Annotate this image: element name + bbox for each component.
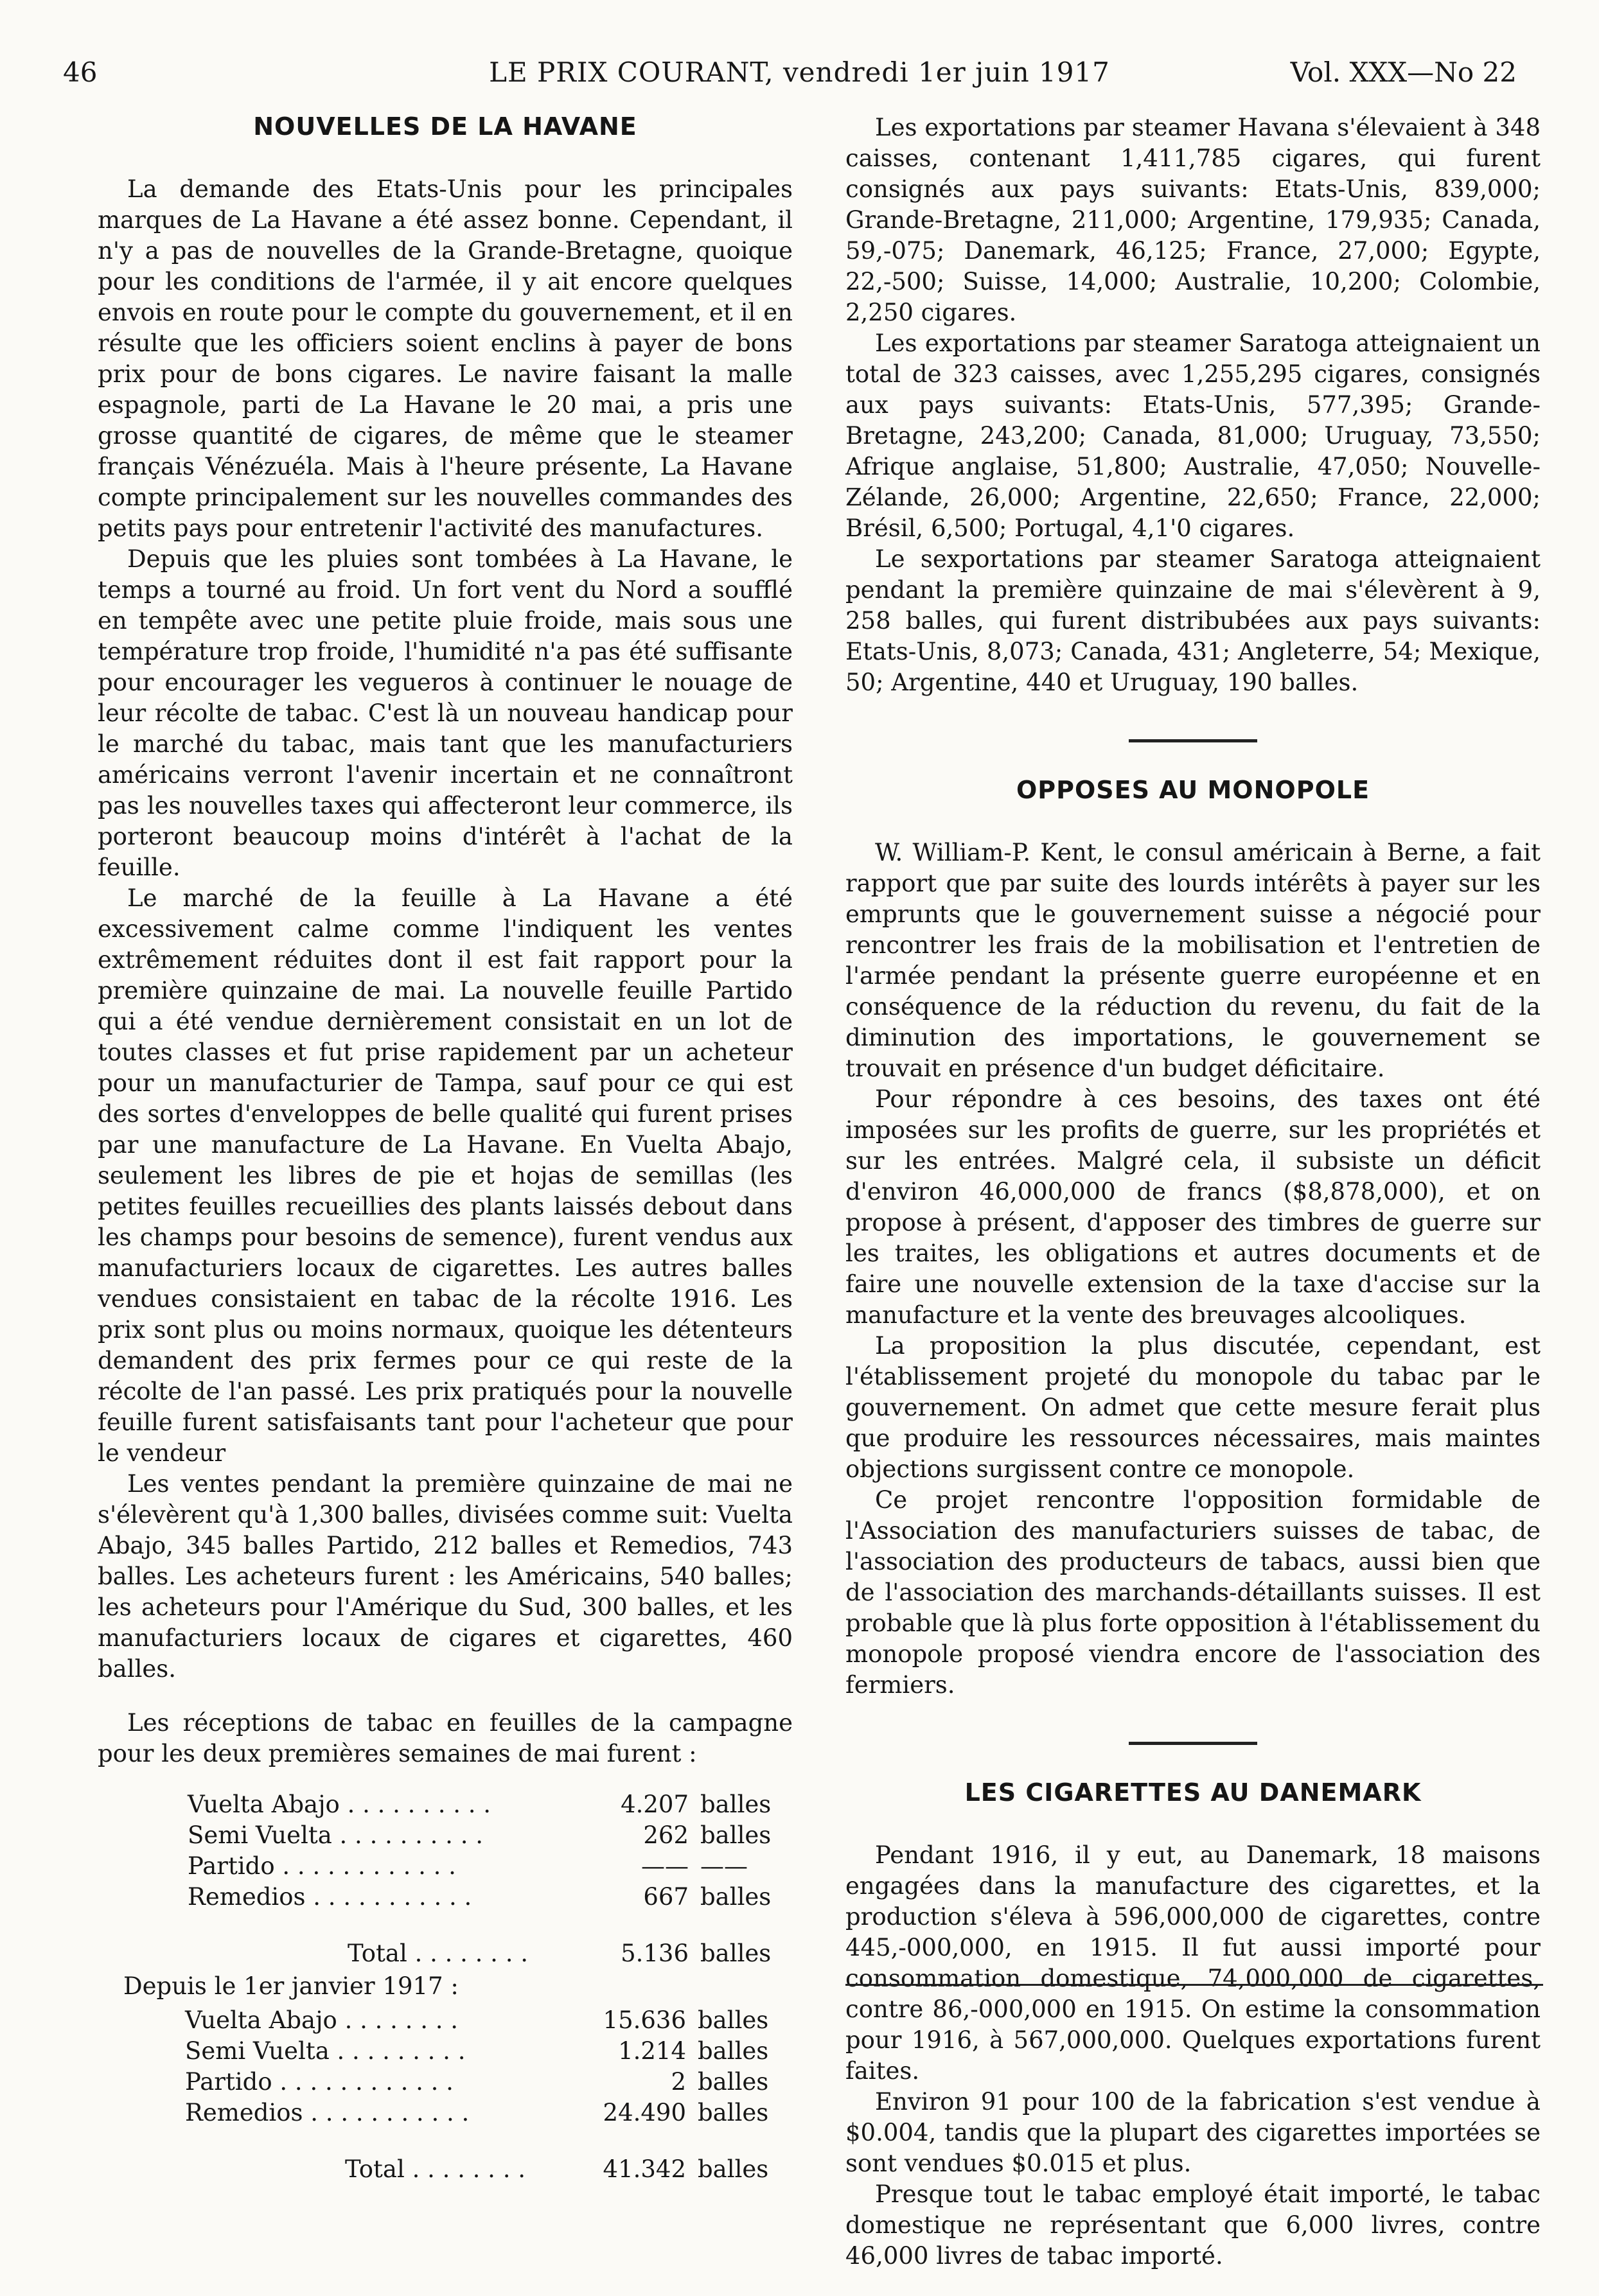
total-unit: balles [700, 1939, 772, 1967]
row-value: 24.490 [603, 2098, 686, 2126]
paragraph: La demande des Etats-Unis pour les principales marques de La Havane a été assez bonne. Cependant, il n'y a pas de nouvelles de la Grande-Bretagne, quoique pour les conditions de l'armée, il y ait encore quelques envois en route pour le compte du gouvernement, et il en résulte que les officiers soient enclins à payer de bons prix pour de bons cigares. Le navire faisant la malle espagnole, parti de La Havane le 20 mai, a pris une grosse quantité de cigares, de même que le steamer français Vénézuéla. Mais à l'heure présente, La Havane compte principalement sur les nouvelles commandes des petits pays pour entretenir l'activité des manufactures. [98, 175, 793, 542]
row-unit: balles [698, 2067, 769, 2096]
paragraph: Les exportations par steamer Saratoga atteignaient un total de 323 caisses, avec 1,255,295 cigares, consignés aux pays suivants: Etats-Unis, 577,395; Grande-Bretagne, 243,200; Canada, 81,000; Uruguay, 73,550; Afrique anglaise, 51,800; Australie, 47,050; Nouvelle-Zélande, 26,000; Argentine, 22,650; France, 22,000; Brésil, 6,500; Portugal, 4,1'0 cigares. [845, 329, 1541, 542]
total-unit: balles [698, 2155, 769, 2183]
row-label: Semi Vuelta . . . . . . . . . . [188, 1821, 483, 1849]
table-row [188, 1881, 771, 1912]
paragraph: Le sexportations par steamer Saratoga atteignaient pendant la première quinzaine de mai s'élevèrent à 9, 258 balles, qui furent distribubées aux pays suivants: Etats-Unis, 8,073; Canada, 431; Angleterre, 54; Mexique, 50; Argentine, 440 et Uruguay, 190 balles. [845, 545, 1541, 696]
row-unit: balles [698, 2037, 769, 2065]
publication-title: LE PRIX COURANT, vendredi 1er juin 1917 [489, 57, 1110, 88]
total-row [185, 2128, 768, 2184]
left-column [98, 112, 793, 2184]
table-row [185, 2097, 768, 2128]
row-label: Partido . . . . . . . . . . . . [188, 1852, 456, 1880]
paragraph: Presque tout le tabac employé était importé, le tabac domestique ne représentant que 6,000 livres, contre 46,000 livres de tabac importé. [845, 2180, 1541, 2270]
receptions-table [188, 1789, 771, 1968]
table-row [188, 1819, 771, 1850]
right-column [845, 112, 1541, 2272]
section-divider [1129, 739, 1257, 742]
row-label: Remedios . . . . . . . . . . . [185, 2098, 470, 2126]
paragraph: Le marché de la feuille à La Havane a été excessivement calme comme l'indiquent les ventes extrêmement réduites dont il est fait rapport pour la première quinzaine de mai. La nouvelle feuille Partido qui a été vendue dernièrement consistait en un lot de toutes classes et fut prise rapidement par un acheteur pour un manufacturier de Tampa, sauf pour ce qui est des sortes d'enveloppes de belle qualité qui furent prises par une manufacture de La Havane. En Vuelta Abajo, seulement les libres de pie et hojas de semillas (les petites feuilles recueillies des plants laissés debout dans les champs pour besoins de semence), furent vendus aux manufacturiers locaux de cigarettes. Les autres balles vendues consistaient en tabac de la récolte 1916. Les prix sont plus ou moins normaux, quoique les détenteurs demandent des prix fermes pour ce qui reste de la récolte de l'an passé. Les prix pratiqués pour la nouvelle feuille furent satisfaisants tant pour l'acheteur que pour le vendeur [98, 884, 793, 1467]
paragraph: Pendant 1916, il y eut, au Danemark, 18 maisons engagées dans la manufacture des cigarettes, et la production s'éleva à 596,000,000 de cigarettes, contre 445,-000,000, en 1915. Il fut aussi importé pour consommation domestique, 74,000,000 de cigarettes, contre 86,-000,000 en 1915. On estime la consommation pour 1916, à 567,000,000. Quelques exportations furent faites. [845, 1841, 1541, 2085]
paragraph: Les réceptions de tabac en feuilles de la campagne pour les deux premières semaines de mai furent : [98, 1709, 793, 1767]
row-label: Vuelta Abajo . . . . . . . . [185, 2006, 458, 2034]
total-label: Total . . . . . . . . [344, 2155, 526, 2183]
since-label: Depuis le 1er janvier 1917 : [123, 1972, 459, 2000]
row-label: Remedios . . . . . . . . . . . [188, 1882, 472, 1911]
table-row [188, 1789, 771, 1819]
table-row [188, 1850, 771, 1881]
total-label: Total . . . . . . . . [347, 1939, 528, 1967]
row-unit: balles [700, 1821, 772, 1849]
table-row [185, 2066, 768, 2097]
paragraph: Les exportations par steamer Havana s'élevaient à 348 caisses, contenant 1,411,785 cigares, qui furent consignés aux pays suivants: Etats-Unis, 839,000; Grande-Bretagne, 211,000; Argentine, 179,935; Canada, 59,-075; Danemark, 46,125; France, 27,000; Egypte, 22,-500; Suisse, 14,000; Australie, 10,200; Colombie, 2,250 cigares. [845, 114, 1541, 326]
table-row [185, 2004, 768, 2035]
since-january-table [185, 2004, 768, 2184]
paragraph: Ce projet rencontre l'opposition formidable de l'Association des manufacturiers suisses de tabac, de l'association des producteurs de tabacs, aussi bien que de l'association des marchands-détaillants suisses. Il est probable que là plus forte opposition à l'établissement du monopole proposé viendra encore de l'association des fermiers. [845, 1486, 1541, 1699]
row-unit: —— [700, 1852, 748, 1880]
article-heading-danemark: LES CIGARETTES AU DANEMARK [964, 1778, 1422, 1807]
row-label: Semi Vuelta . . . . . . . . . [185, 2037, 466, 2065]
article-heading-havane: NOUVELLES DE LA HAVANE [253, 112, 637, 141]
paragraph: Les ventes pendant la première quinzaine de mai ne s'élevèrent qu'à 1,300 balles, divisées comme suit: Vuelta Abajo, 345 balles Partido, 212 balles et Remedios, 743 balles. Les acheteurs furent : les Américains, 540 balles; les acheteurs pour l'Amérique du Sud, 300 balles, et les manufacturiers locaux de cigares et cigarettes, 460 balles. [98, 1470, 793, 1683]
paragraph: Environ 91 pour 100 de la fabrication s'est vendue à $0.004, tandis que la plupart des cigarettes importées se sont vendues $0.015 et plus. [845, 2088, 1541, 2177]
row-unit: balles [698, 2098, 769, 2126]
row-value: 1.214 [618, 2037, 686, 2065]
section-divider [1129, 1742, 1257, 1745]
row-unit: balles [700, 1790, 772, 1818]
table-row [185, 2035, 768, 2066]
total-row [188, 1912, 771, 1968]
row-value: 262 [643, 1821, 689, 1849]
article-heading-monopole: OPPOSES AU MONOPOLE [1016, 776, 1370, 804]
row-value: 15.636 [603, 2006, 686, 2034]
row-unit: balles [700, 1882, 772, 1911]
total-value: 41.342 [603, 2155, 686, 2183]
paragraph: Pour répondre à ces besoins, des taxes ont été imposées sur les profits de guerre, sur les propriétés et sur les entrées. Malgré cela, il subsiste un déficit d'environ 46,000,000 de francs ($8,878,000), et on propose à présent, d'apposer des timbres de guerre sur les traites, les obligations et autres documents et de faire une nouvelle extension de la taxe d'accise sur la manufacture et la vente des breuvages alcooliques. [845, 1085, 1541, 1329]
row-label: Vuelta Abajo . . . . . . . . . . [188, 1790, 491, 1818]
paragraph: La proposition la plus discutée, cependant, est l'établissement projeté du monopole du tabac par le gouvernement. On admet que cette mesure ferait plus que produire les ressources nécessaires, mais maintes objections surgissent contre ce monopole. [845, 1332, 1541, 1483]
horizontal-rule [845, 1984, 1543, 1986]
row-value: 2 [671, 2067, 686, 2096]
page-number: 46 [63, 57, 98, 88]
row-value: —— [641, 1852, 689, 1880]
volume-number: Vol. XXX—No 22 [1290, 57, 1517, 88]
row-label: Partido . . . . . . . . . . . . [185, 2067, 454, 2096]
paragraph: Depuis que les pluies sont tombées à La Havane, le temps a tourné au froid. Un fort vent du Nord a soufflé en tempête avec une petite pluie froide, mais sous une température trop froide, l'humidité n'a pas été suffisante pour encourager les vegueros à continuer le nouage de leur récolte de tabac. C'est là un nouveau handicap pour le marché du tabac, mais tant que les manufacturiers américains verront l'avenir incertain et ne connaîtront pas les nouvelles taxes qui affecteront leur commerce, ils porteront beaucoup moins d'intérêt à l'achat de la feuille. [98, 545, 793, 881]
paragraph: W. William-P. Kent, le consul américain à Berne, a fait rapport que par suite des lourds intérêts à payer sur les emprunts que le gouvernement suisse a négocié pour rencontrer les frais de la mobilisation et l'entretien de l'armée pendant la présente guerre européenne et en conséquence de la réduction du revenu, du fait de la diminution des importations, le gouvernement se trouvait en présence d'un budget déficitaire. [845, 839, 1541, 1082]
row-value: 4.207 [621, 1790, 689, 1818]
row-value: 667 [643, 1882, 689, 1911]
total-value: 5.136 [621, 1939, 689, 1967]
row-unit: balles [698, 2006, 769, 2034]
